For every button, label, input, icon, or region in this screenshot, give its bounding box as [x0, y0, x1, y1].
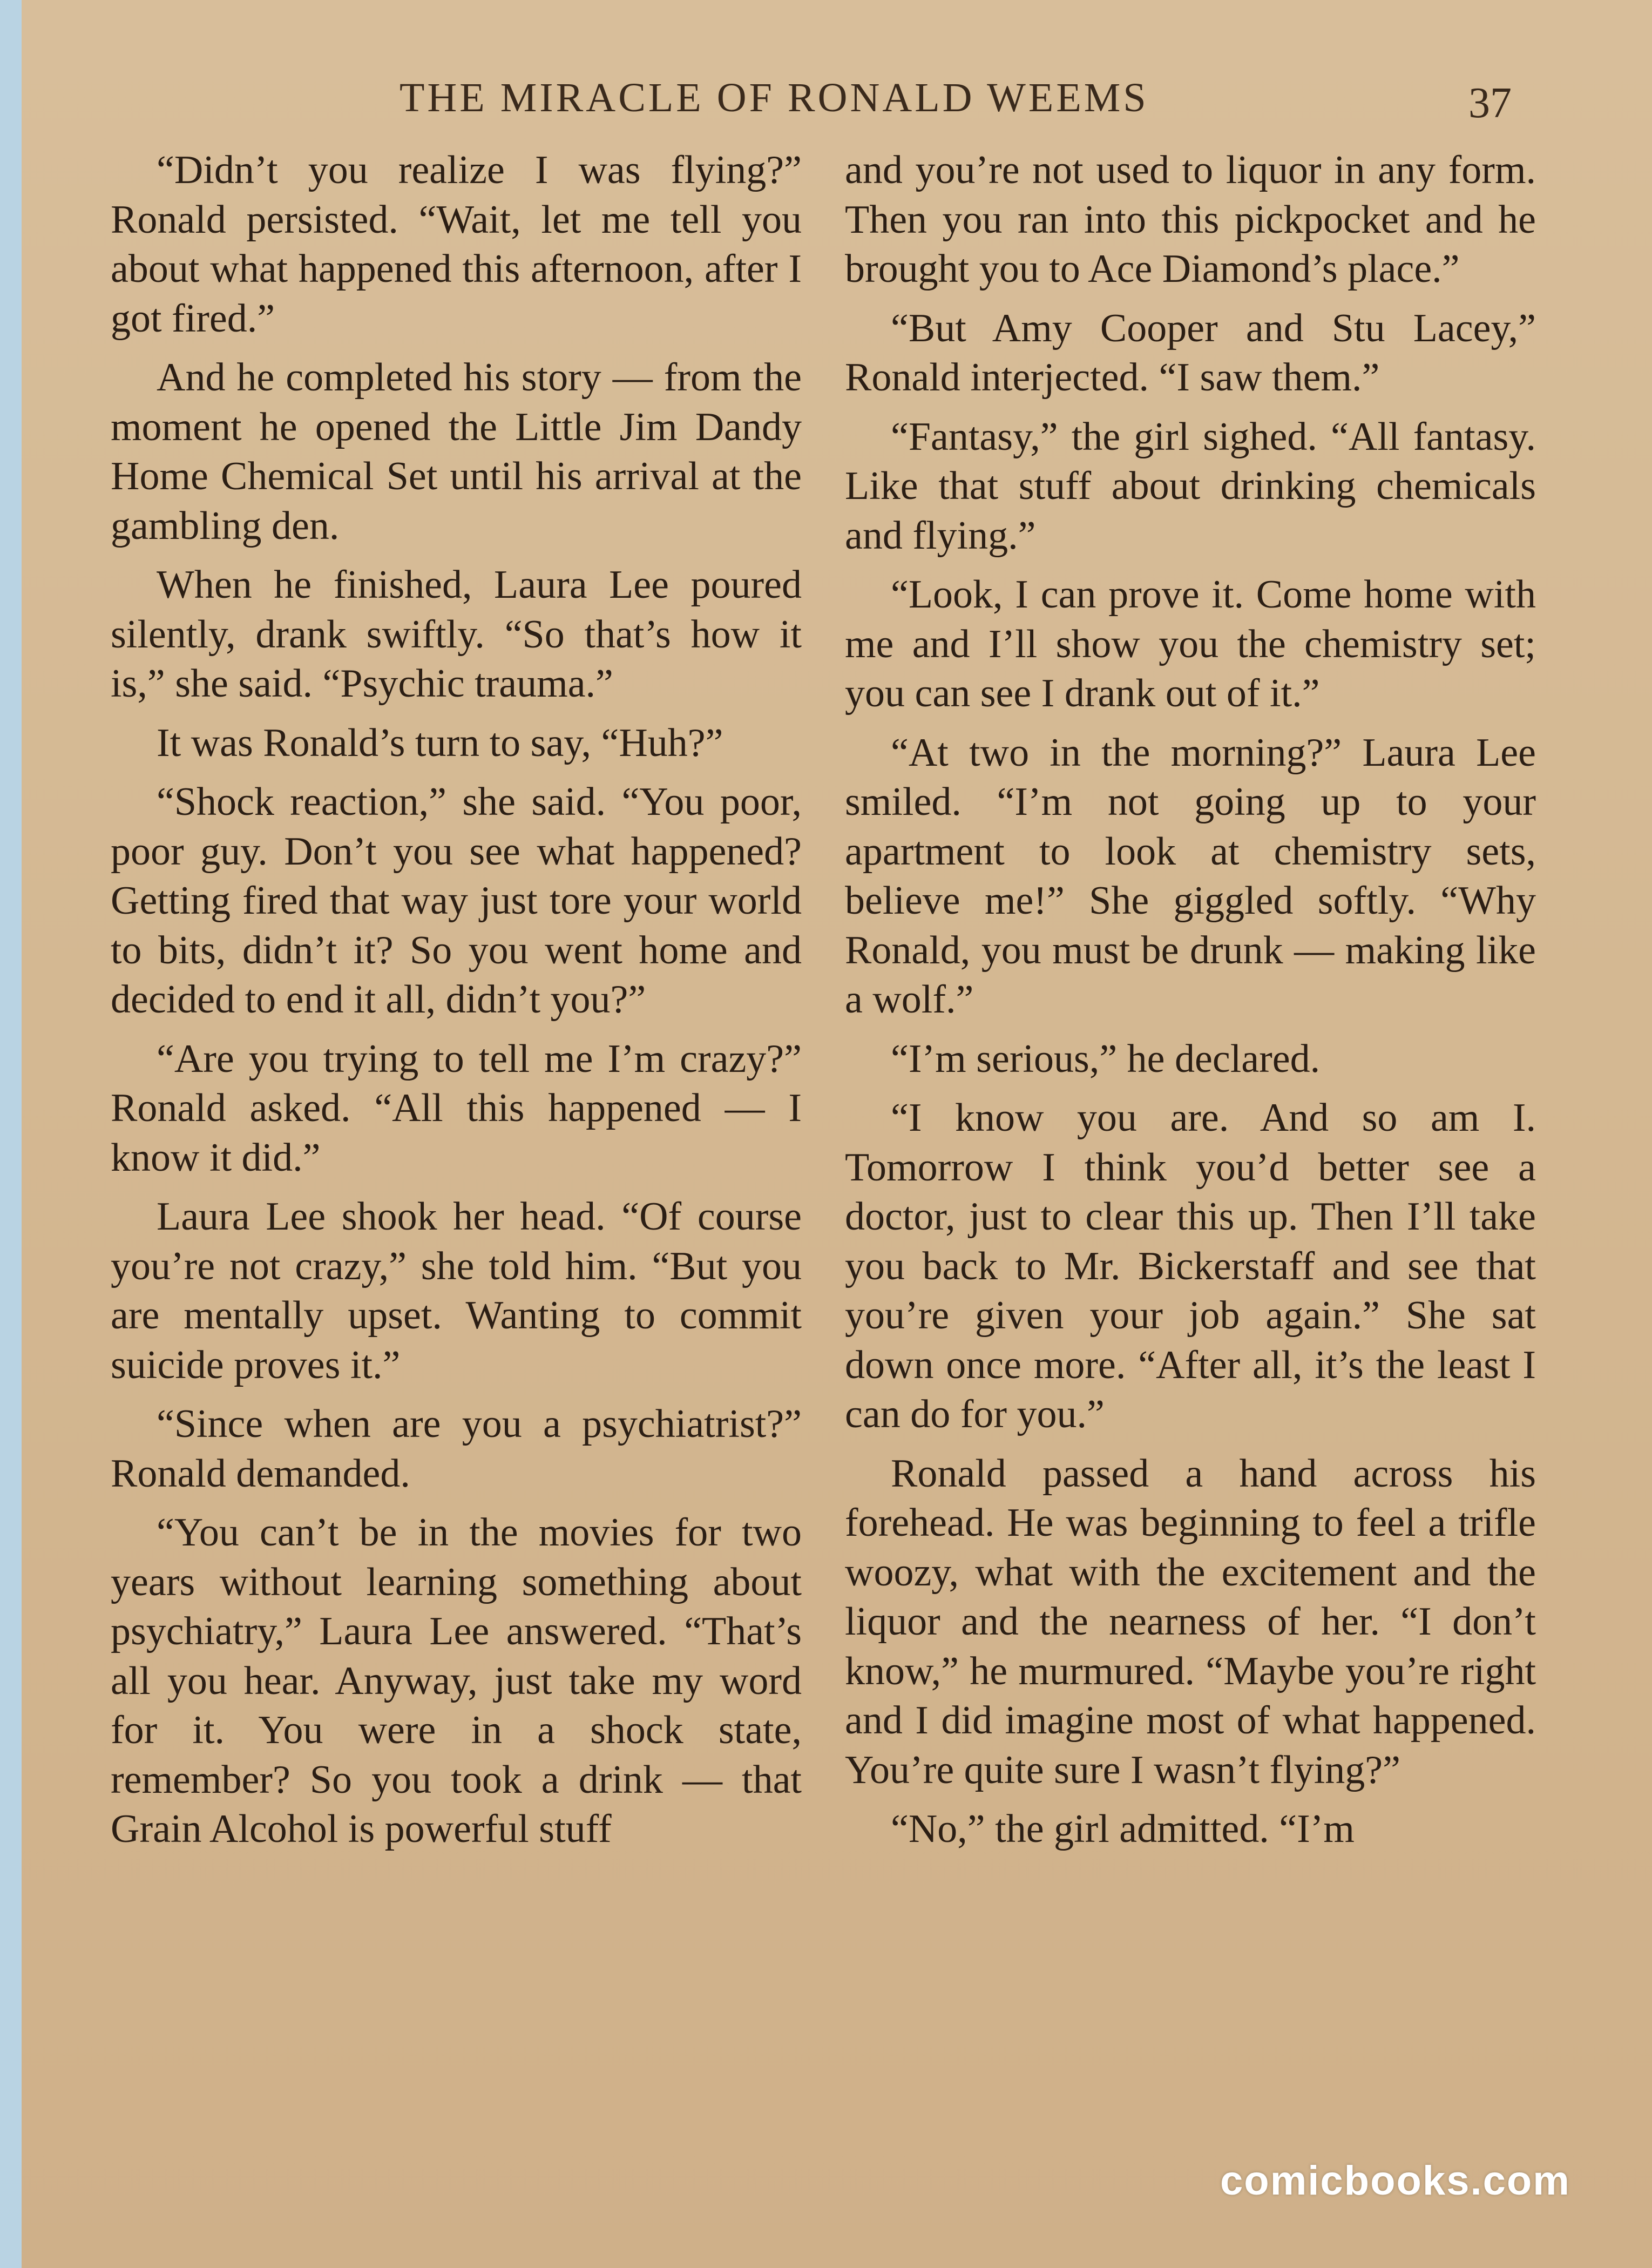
paragraph-continued: and you’re not used to liquor in any form. Then you ran into this pickpocket and he brought you to Ace Diamond’s place.” — [845, 148, 1536, 291]
page-number: 37 — [1468, 79, 1512, 127]
running-title: THE MIRACLE OF RONALD WEEMS — [400, 75, 1149, 120]
book-page — [22, 0, 1652, 2268]
paragraph: “At two in the morning?” Laura Lee smiled. “I’m not going up to your apartment to look at chemistry sets, believe me!” She giggled softly. “Why Ronald, you must be drunk — making like a wolf.” — [845, 730, 1536, 1022]
paragraph: Laura Lee shook her head. “Of course you’re not crazy,” she told him. “But you are mentally upset. Wanting to commit suicide proves it.” — [111, 1194, 802, 1387]
paragraph: And he completed his story — from the moment he opened the Little Jim Dandy Home Chemical Set until his arrival at the gambling den. — [111, 355, 802, 548]
paragraph: “Shock reaction,” she said. “You poor, poor guy. Don’t you see what happened? Getting fired that way just tore your world to bits, didn’t it? So you went home and decided to end it all, didn’t you?” — [111, 780, 802, 1022]
paragraph: “I know you are. And so am I. Tomorrow I think you’d better see a doctor, just to clear this up. Then I’ll take you back to Mr. Bickerstaff and see that you’re given your job again.” She sat down once more. “After all, it’s the least I can do for you.” — [845, 1096, 1536, 1436]
paragraph: Ronald passed a hand across his forehead. He was beginning to feel a trifle woozy, what with the excitement and the liquor and the nearness of her. “I don’t know,” he murmured. “Maybe you’re right and I did imagine most of what happened. You’re quite sure I wasn’t flying?” — [845, 1451, 1536, 1792]
paragraph: “No,” the girl admitted. “I’m — [891, 1807, 1355, 1851]
page-header — [22, 75, 1652, 129]
watermark: comicbooks.com — [1220, 2158, 1570, 2204]
right-column — [845, 146, 1536, 1864]
paragraph: “I’m serious,” he declared. — [891, 1036, 1321, 1081]
paragraph: “Fantasy,” the girl sighed. “All fantasy. Like that stuff about drinking chemicals and flying.” — [845, 414, 1536, 558]
left-column — [111, 146, 802, 1864]
paragraph: “Look, I can prove it. Come home with me and I’ll show you the chemistry set; you can see I drank out of it.” — [845, 572, 1536, 716]
paragraph: “But Amy Cooper and Stu Lacey,” Ronald interjected. “I saw them.” — [845, 306, 1536, 400]
paragraph: It was Ronald’s turn to say, “Huh?” — [157, 720, 723, 765]
paragraph: “You can’t be in the movies for two years without learning something about psychiatry,” Laura Lee answered. “That’s all you hear. Anyway, just take my word for it. You were in a shock state, remember? So you took a drink — that Grain Alcohol is powerful stuff — [111, 1510, 802, 1851]
paragraph: “Since when are you a psychiatrist?” Ronald demanded. — [111, 1402, 802, 1496]
paragraph: When he finished, Laura Lee poured silently, drank swiftly. “So that’s how it is,” she said. “Psychic trauma.” — [111, 563, 802, 706]
paragraph: “Didn’t you realize I was flying?” Ronald persisted. “Wait, let me tell you about what happened this afternoon, after I got fired.” — [111, 148, 802, 341]
scan-edge — [0, 0, 22, 2268]
paragraph: “Are you trying to tell me I’m crazy?” Ronald asked. “All this happened — I know it did.” — [111, 1036, 802, 1180]
